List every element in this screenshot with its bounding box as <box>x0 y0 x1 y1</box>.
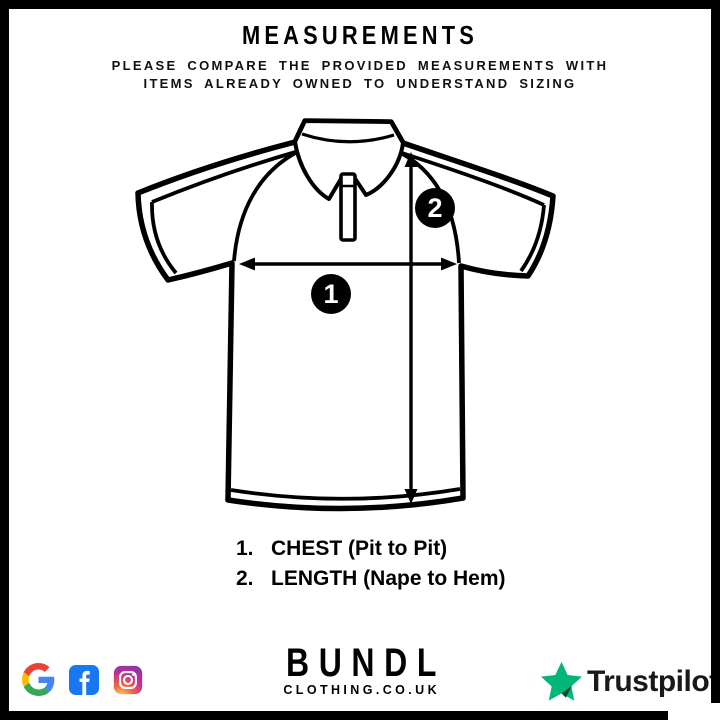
brand-name: BUNDL <box>286 641 446 685</box>
marker-1-label: 1 <box>323 279 339 309</box>
legend-text-chest <box>271 537 447 561</box>
trustpilot-logo <box>541 661 719 702</box>
trustpilot-star-icon <box>541 661 582 702</box>
measurement-legend <box>236 537 506 597</box>
legend-number-1: 1. <box>236 537 254 560</box>
legend-item-length <box>236 567 506 597</box>
placket <box>341 174 355 240</box>
legend-chest-name: CHEST <box>271 537 343 560</box>
subtitle-line-2: ITEMS ALREADY OWNED TO UNDERSTAND SIZING <box>143 76 577 91</box>
legend-text-length <box>271 567 506 591</box>
marker-1 <box>311 274 351 314</box>
legend-length-name: LENGTH <box>271 567 358 590</box>
marker-2-label: 2 <box>427 193 443 223</box>
legend-item-chest <box>236 537 506 567</box>
border-corner-patch <box>668 703 720 720</box>
header <box>0 0 720 93</box>
page-title: MEASUREMENTS <box>241 20 479 50</box>
legend-chest-detail: (Pit to Pit) <box>348 537 448 560</box>
trustpilot-wordmark: Trustpilot <box>587 664 719 698</box>
legend-number-2: 2. <box>236 567 254 590</box>
subtitle-line-1: PLEASE COMPARE THE PROVIDED MEASUREMENTS WITH <box>111 58 609 73</box>
legend-length-detail: (Nape to Hem) <box>363 567 506 590</box>
brand-domain: CLOTHING.CO.UK <box>283 683 440 697</box>
marker-2 <box>415 188 455 228</box>
